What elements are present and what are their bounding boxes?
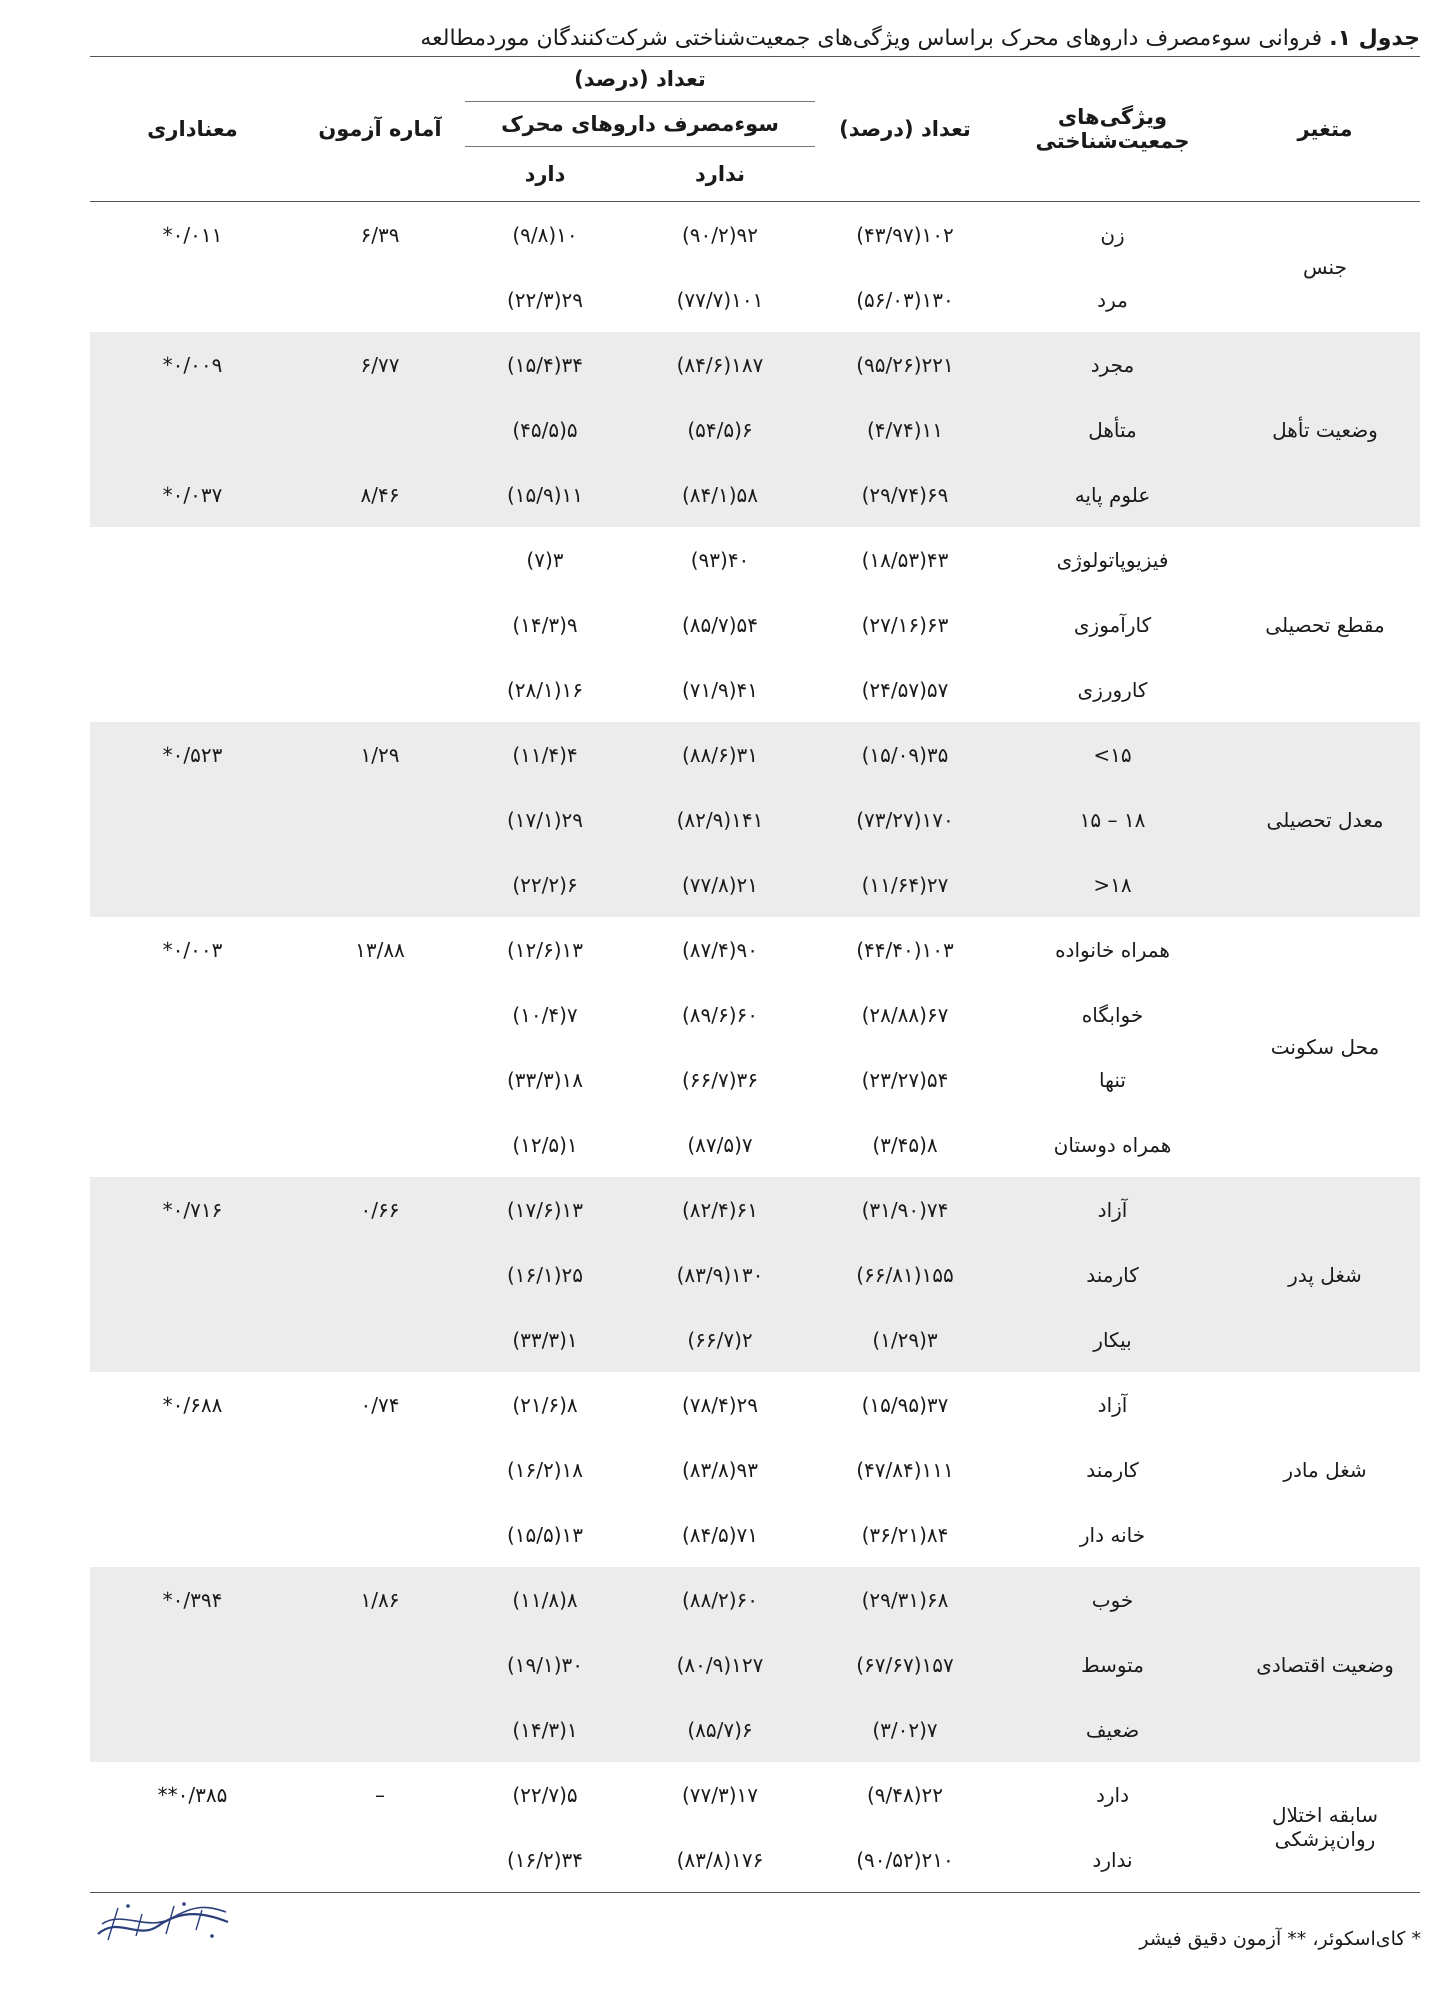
yes-cell: ۱۸(۳۳/۳) — [506, 1067, 584, 1092]
yes-cell: ۳۰(۱۹/۱) — [465, 1632, 625, 1697]
no-cell: ۶۱(۸۲/۴) — [625, 1177, 815, 1242]
yes-cell: ۹(۱۴/۳) — [512, 612, 578, 637]
cat-cell: ضعیف — [995, 1697, 1230, 1762]
yes-cell: ۸(۲۱/۶) — [512, 1392, 578, 1417]
stat-cell: ۶/۳۹ — [360, 222, 400, 247]
stat-cell — [295, 982, 465, 1047]
table-row — [90, 1697, 1420, 1762]
header-characteristic: ویژگی‌های جمعیت‌شناختی — [1035, 105, 1190, 153]
no-cell: ۷۱(۸۴/۵) — [681, 1522, 759, 1547]
sig-cell: ۰/۰۰۹* — [90, 332, 295, 397]
sig-cell: ۰/۰۳۷* — [90, 462, 295, 527]
cat-cell: مرد — [1097, 287, 1128, 312]
header-yes: دارد — [524, 162, 566, 186]
cat-cell: علوم پایه — [995, 462, 1230, 527]
n-cell: ۶۷(۲۸/۸۸) — [861, 1002, 949, 1027]
table-footnote: * کای‌اسکوئر، ** آزمون دقیق فیشر — [1139, 1928, 1421, 1950]
stat-cell: ۰/۷۴ — [360, 1392, 400, 1417]
cat-cell: همراه خانواده — [1055, 937, 1170, 962]
table-caption — [90, 22, 1420, 56]
cat-cell: آزاد — [995, 1177, 1230, 1242]
yes-cell: ۱۶(۲۸/۱) — [506, 677, 584, 702]
table-row — [90, 1372, 1420, 1437]
n-cell: ۳۵(۱۵/۰۹) — [815, 722, 995, 787]
sig-cell — [90, 1047, 295, 1112]
sig-cell — [90, 1242, 295, 1307]
variable-cell: محل سکونت — [1270, 1035, 1380, 1059]
no-cell: ۵۸(۸۴/۱) — [625, 462, 815, 527]
table-row — [90, 852, 1420, 917]
table-row — [90, 267, 1420, 332]
cat-cell: دارد — [1095, 1782, 1130, 1807]
table-row — [90, 462, 1420, 527]
sig-cell — [90, 1697, 295, 1762]
yes-cell: ۱(۳۳/۳) — [465, 1307, 625, 1372]
stat-cell: ۱/۸۶ — [295, 1567, 465, 1632]
caption-text: فروانی سوءمصرف داروهای محرک براساس ویژگی‌های جمعیت‌شناختی شرکت‌کنندگان موردمطالعه — [420, 26, 1323, 51]
n-cell: ۷۴(۳۱/۹۰) — [815, 1177, 995, 1242]
table-row — [90, 1112, 1420, 1177]
no-cell: ۱۲۷(۸۰/۹) — [625, 1632, 815, 1697]
stat-cell: ۶/۷۷ — [295, 332, 465, 397]
cat-cell: زن — [1100, 222, 1125, 247]
sig-cell: ۰/۶۸۸* — [162, 1392, 223, 1417]
no-cell: ۱۷(۷۷/۳) — [681, 1782, 759, 1807]
no-cell: ۲۹(۷۸/۴) — [681, 1392, 759, 1417]
table-row — [90, 722, 1420, 787]
sig-cell: ۰/۳۸۵** — [157, 1782, 228, 1807]
stat-cell — [295, 592, 465, 657]
sig-cell — [90, 852, 295, 917]
n-cell: ۱۱(۴/۷۴) — [815, 397, 995, 462]
table-row — [90, 657, 1420, 722]
variable-cell: وضعیت تأهل — [1230, 332, 1420, 527]
cat-cell: متأهل — [995, 397, 1230, 462]
sig-cell — [90, 1112, 295, 1177]
table-bottom-rule — [90, 1892, 1420, 1893]
n-cell: ۱۵۵(۶۶/۸۱) — [815, 1242, 995, 1307]
cat-cell: کارآموزی — [1073, 612, 1152, 637]
cat-cell: فیزیوپاتولوژی — [1056, 547, 1169, 572]
header-test-stat: آماره آزمون — [318, 117, 442, 141]
table-row — [90, 527, 1420, 592]
cat-cell: کارورزی — [1077, 677, 1148, 702]
table-row — [90, 202, 1420, 268]
no-cell: ۶۰(۸۹/۶) — [681, 1002, 759, 1027]
no-cell: ۲۱(۷۷/۸) — [625, 852, 815, 917]
no-cell: ۶(۸۵/۷) — [625, 1697, 815, 1762]
cat-cell: کارمند — [1086, 1457, 1139, 1482]
sig-cell — [90, 787, 295, 852]
cat-cell: خوب — [995, 1567, 1230, 1632]
n-cell: ۱۳۰(۵۶/۰۳) — [856, 287, 954, 312]
n-cell: ۱۰۲(۴۳/۹۷) — [856, 222, 954, 247]
cat-cell: همراه دوستان — [1053, 1132, 1172, 1157]
sig-cell: ۰/۵۲۳* — [90, 722, 295, 787]
stat-cell — [295, 267, 465, 332]
cat-cell: خوابگاه — [1081, 1002, 1144, 1027]
table-row — [90, 397, 1420, 462]
stat-cell — [295, 1307, 465, 1372]
no-cell: ۲(۶۶/۷) — [625, 1307, 815, 1372]
n-cell: ۳(۱/۲۹) — [815, 1307, 995, 1372]
cat-cell: مجرد — [995, 332, 1230, 397]
cat-cell: متوسط — [995, 1632, 1230, 1697]
n-cell: ۳۷(۱۵/۹۵) — [861, 1392, 949, 1417]
table-row — [90, 592, 1420, 657]
stat-cell: ۸/۴۶ — [295, 462, 465, 527]
n-cell: ۱۱۱(۴۷/۸۴) — [856, 1457, 954, 1482]
table-row — [90, 1177, 1420, 1242]
yes-cell: ۳(۷) — [526, 547, 564, 572]
cat-cell: ۱۸ – ۱۵ — [995, 787, 1230, 852]
no-cell: ۳۶(۶۶/۷) — [681, 1067, 759, 1092]
stat-cell — [295, 1827, 465, 1892]
yes-cell: ۶(۲۲/۲) — [465, 852, 625, 917]
yes-cell: ۱۰(۹/۸) — [512, 222, 578, 247]
variable-cell: مقطع تحصیلی — [1265, 612, 1385, 637]
no-cell: ۹۳(۸۳/۸) — [681, 1457, 759, 1482]
table-row — [90, 1047, 1420, 1112]
n-cell: ۷(۳/۰۲) — [815, 1697, 995, 1762]
journal-logo — [88, 1896, 238, 1948]
sig-cell — [90, 657, 295, 722]
sig-cell — [90, 1502, 295, 1567]
caption-label: جدول ۱. — [1329, 26, 1420, 51]
sig-cell: ۰/۷۱۶* — [90, 1177, 295, 1242]
variable-cell: وضعیت اقتصادی — [1230, 1567, 1420, 1762]
no-cell: ۴۱(۷۱/۹) — [681, 677, 759, 702]
n-cell: ۸(۳/۴۵) — [872, 1132, 938, 1157]
variable-cell: جنس — [1303, 255, 1347, 279]
variable-cell: سابقه اختلال روان‌پزشکی — [1271, 1803, 1379, 1851]
no-cell: ۵۴(۸۵/۷) — [681, 612, 759, 637]
no-cell: ۱۸۷(۸۴/۶) — [625, 332, 815, 397]
cat-cell: ۱۵> — [995, 722, 1230, 787]
stat-cell: ۰/۶۶ — [295, 1177, 465, 1242]
table-row — [90, 917, 1420, 982]
cat-cell: آزاد — [1097, 1392, 1128, 1417]
table-row — [90, 787, 1420, 852]
no-cell: ۹۰(۸۷/۴) — [681, 937, 759, 962]
table-row — [90, 982, 1420, 1047]
stat-cell — [295, 657, 465, 722]
no-cell: ۳۱(۸۸/۶) — [625, 722, 815, 787]
no-cell: ۱۴۱(۸۲/۹) — [625, 787, 815, 852]
sig-cell — [90, 1307, 295, 1372]
stat-cell — [295, 527, 465, 592]
table-row — [90, 1502, 1420, 1567]
n-cell: ۶۳(۲۷/۱۶) — [861, 612, 949, 637]
yes-cell: ۸(۱۱/۸) — [465, 1567, 625, 1632]
yes-cell: ۲۹(۲۲/۳) — [506, 287, 584, 312]
yes-cell: ۷(۱۰/۴) — [512, 1002, 578, 1027]
no-cell: ۷(۸۷/۵) — [687, 1132, 753, 1157]
n-cell: ۵۴(۲۳/۲۷) — [861, 1067, 949, 1092]
cat-cell: ندارد — [1092, 1847, 1133, 1872]
variable-cell: شغل مادر — [1283, 1457, 1367, 1482]
table-row — [90, 1632, 1420, 1697]
cat-cell: کارمند — [995, 1242, 1230, 1307]
yes-cell: ۱(۱۲/۵) — [512, 1132, 578, 1157]
header-variable: متغیر — [1297, 117, 1353, 141]
no-cell: ۱۷۶(۸۳/۸) — [676, 1847, 764, 1872]
stat-cell: ۱/۲۹ — [295, 722, 465, 787]
sig-cell — [90, 592, 295, 657]
stat-cell: – — [374, 1782, 385, 1807]
no-cell: ۱۳۰(۸۳/۹) — [625, 1242, 815, 1307]
stat-cell — [295, 397, 465, 462]
n-cell: ۲۷(۱۱/۶۴) — [815, 852, 995, 917]
table-row — [90, 1827, 1420, 1892]
yes-cell: ۱۳(۱۷/۶) — [465, 1177, 625, 1242]
sig-cell — [90, 1827, 295, 1892]
stat-cell — [295, 1437, 465, 1502]
no-cell: ۶(۵۴/۵) — [625, 397, 815, 462]
stat-cell — [295, 1047, 465, 1112]
table-row — [90, 332, 1420, 397]
no-cell: ۴۰(۹۳) — [690, 547, 750, 572]
yes-cell: ۴(۱۱/۴) — [465, 722, 625, 787]
table-row — [90, 1437, 1420, 1502]
yes-cell: ۱۸(۱۶/۲) — [506, 1457, 584, 1482]
cat-cell: بیکار — [995, 1307, 1230, 1372]
n-cell: ۴۳(۱۸/۵۳) — [861, 547, 949, 572]
sig-cell: ۰/۰۱۱* — [162, 222, 223, 247]
n-cell: ۶۸(۲۹/۳۱) — [815, 1567, 995, 1632]
header-no: ندارد — [694, 162, 746, 186]
yes-cell: ۵(۲۲/۷) — [512, 1782, 578, 1807]
table-row — [90, 1307, 1420, 1372]
yes-cell: ۵(۴۵/۵) — [465, 397, 625, 462]
table-row — [90, 1242, 1420, 1307]
header-significance: معناداری — [147, 117, 238, 141]
n-cell: ۵۷(۲۴/۵۷) — [861, 677, 949, 702]
table-row — [90, 1762, 1420, 1827]
sig-cell — [90, 397, 295, 462]
cat-cell: خانه دار — [1079, 1522, 1146, 1547]
header-abuse: سوءمصرف داروهای محرک — [465, 102, 815, 147]
yes-cell: ۱(۱۴/۳) — [465, 1697, 625, 1762]
sig-cell — [90, 1437, 295, 1502]
no-cell: ۹۲(۹۰/۲) — [681, 222, 759, 247]
n-cell: ۱۵۷(۶۷/۶۷) — [815, 1632, 995, 1697]
yes-cell: ۱۳(۱۵/۵) — [506, 1522, 584, 1547]
cat-cell: تنها — [1099, 1067, 1126, 1092]
yes-cell: ۱۳(۱۲/۶) — [506, 937, 584, 962]
stat-cell: ۱۳/۸۸ — [355, 937, 405, 962]
stat-cell — [295, 1502, 465, 1567]
yes-cell: ۱۱(۱۵/۹) — [465, 462, 625, 527]
n-cell: ۲۱۰(۹۰/۵۲) — [856, 1847, 954, 1872]
sig-cell: ۰/۳۹۴* — [90, 1567, 295, 1632]
yes-cell: ۲۹(۱۷/۱) — [465, 787, 625, 852]
stat-cell — [295, 1242, 465, 1307]
yes-cell: ۳۴(۱۶/۲) — [506, 1847, 584, 1872]
variable-cell: معدل تحصیلی — [1230, 722, 1420, 917]
no-cell: ۱۰۱(۷۷/۷) — [676, 287, 764, 312]
stat-cell — [295, 787, 465, 852]
n-cell: ۲۲۱(۹۵/۲۶) — [815, 332, 995, 397]
stat-cell — [295, 1632, 465, 1697]
table-page — [90, 22, 1420, 1893]
sig-cell — [90, 527, 295, 592]
table-body — [90, 202, 1420, 1893]
header-count-percent: تعداد (درصد) — [839, 117, 971, 141]
table-header — [90, 57, 1420, 202]
header-count-percent-group: تعداد (درصد) — [465, 57, 815, 102]
sig-cell — [90, 982, 295, 1047]
variable-cell: شغل پدر — [1230, 1177, 1420, 1372]
sig-cell — [90, 1632, 295, 1697]
n-cell: ۸۴(۳۶/۲۱) — [861, 1522, 949, 1547]
n-cell: ۱۰۳(۴۴/۴۰) — [856, 937, 954, 962]
yes-cell: ۲۵(۱۶/۱) — [465, 1242, 625, 1307]
stat-cell — [295, 1112, 465, 1177]
n-cell: ۶۹(۲۹/۷۴) — [815, 462, 995, 527]
sig-cell: ۰/۰۰۳* — [162, 937, 223, 962]
no-cell: ۶۰(۸۸/۲) — [625, 1567, 815, 1632]
table-row — [90, 1567, 1420, 1632]
yes-cell: ۳۴(۱۵/۴) — [465, 332, 625, 397]
sig-cell — [90, 267, 295, 332]
stat-cell — [295, 1697, 465, 1762]
n-cell: ۲۲(۹/۴۸) — [866, 1782, 944, 1807]
n-cell: ۱۷۰(۷۳/۲۷) — [815, 787, 995, 852]
stat-cell — [295, 852, 465, 917]
demographics-table — [90, 56, 1420, 1892]
cat-cell: ۱۸< — [995, 852, 1230, 917]
